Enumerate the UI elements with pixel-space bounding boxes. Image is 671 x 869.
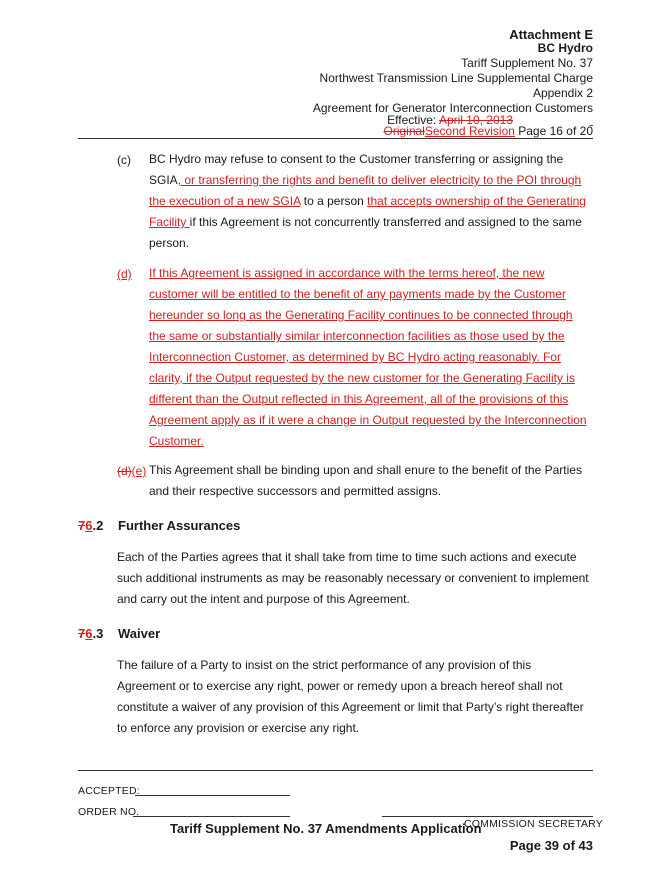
item-e-text: This Agreement shall be binding upon and shall enure to the benefit of the Parties and their respective successors and permitted assigns.	[149, 463, 582, 498]
revision-inserted: Second Revision	[424, 124, 515, 138]
section-waiver-heading	[78, 626, 160, 641]
attachment-title: Attachment E	[509, 27, 593, 42]
section-2-number	[78, 518, 118, 533]
section-further-assurances-heading	[78, 518, 240, 533]
agreement-name: Agreement for Generator Interconnection Customers	[312, 101, 593, 115]
section-2-num-inserted: 6	[85, 518, 93, 533]
accepted-label: ACCEPTED:	[78, 785, 140, 797]
item-e-label-inserted: (e)	[131, 464, 147, 478]
section-3-text: The failure of a Party to insist on the strict performance of any provision of this Agreement or to exercise any right, power or remedy upon a breach hereof shall not constitute a waiver of any provision of this Agreement or limit that Party’s right thereafter to enforce any provision or exercise any right.	[117, 658, 584, 735]
section-3-num-inserted: 6	[85, 626, 93, 641]
page-number: Page 39 of 43	[509, 838, 593, 853]
item-e-label	[117, 464, 146, 478]
item-c-insert2: that accepts ownership of the Generating Facility	[149, 194, 586, 229]
item-c-text	[149, 149, 592, 254]
item-c-insert1: , or transferring the rights and benefit to deliver electricity to the POI through the execution of a new SGIA	[149, 173, 582, 208]
section-3-number	[78, 626, 118, 641]
section-2-num-suffix: .2	[92, 518, 104, 533]
item-c-part3: if this Agreement is not concurrently transferred and assigned to the same person.	[149, 215, 582, 250]
tariff-supplement: Tariff Supplement No. 37	[461, 56, 593, 70]
supplemental-charge: Northwest Transmission Line Supplemental Charge	[319, 71, 593, 85]
secretary-label: COMMISSION SECRETARY	[464, 818, 603, 830]
item-e-label-deleted: (d)	[117, 464, 132, 478]
header-page: Page 16 of 20	[514, 124, 593, 138]
section-2-title: Further Assurances	[118, 518, 241, 533]
item-d-text: If this Agreement is assigned in accordance with the terms hereof, the new customer will be entitled to the benefit of any payments made by the Customer hereunder so long as the Generating Facility continues to be connected through the same or substantially similar interconnection facilities as those used by the Interconnection Customer, as determined by BC Hydro acting reasonably. For clarity, if the Output requested by the new customer for the Generating Facility is different than the Output reflected in this Agreement, all of the provisions of this Agreement apply as if it were a change in Output requested by the Interconnection Customer.	[149, 266, 587, 448]
section-3-title: Waiver	[118, 626, 161, 641]
order-signature-line	[133, 816, 290, 817]
item-c-part2: to a person	[300, 194, 368, 208]
appendix: Appendix 2	[532, 86, 593, 100]
application-title: Tariff Supplement No. 37 Amendments Application	[170, 821, 482, 836]
effective-label: Effective:	[387, 113, 439, 127]
section-3-num-suffix: .3	[92, 626, 104, 641]
item-c-label: (c)	[117, 153, 131, 167]
section-2-num-deleted: 7	[78, 518, 86, 533]
revision-page	[384, 124, 594, 139]
footer-rule	[78, 770, 593, 771]
item-d-label: (d)	[117, 267, 132, 281]
header-rule	[78, 138, 593, 139]
company-name: BC Hydro	[537, 41, 593, 55]
revision-deleted: Original	[383, 124, 425, 138]
item-c-part1: BC Hydro may refuse to consent to the Customer transferring or assigning the SGIA	[149, 152, 564, 187]
section-2-text: Each of the Parties agrees that it shall take from time to time such actions and execute such additional instruments as may be reasonably necessary or convenient to implement and carry out the intent and purpose of this Agreement.	[117, 550, 589, 606]
section-3-num-deleted: 7	[78, 626, 86, 641]
accepted-signature-line	[135, 795, 290, 796]
order-label: ORDER NO.	[78, 806, 140, 818]
secretary-signature-line	[382, 816, 593, 817]
effective-deleted: April 10, 2013	[438, 113, 513, 127]
